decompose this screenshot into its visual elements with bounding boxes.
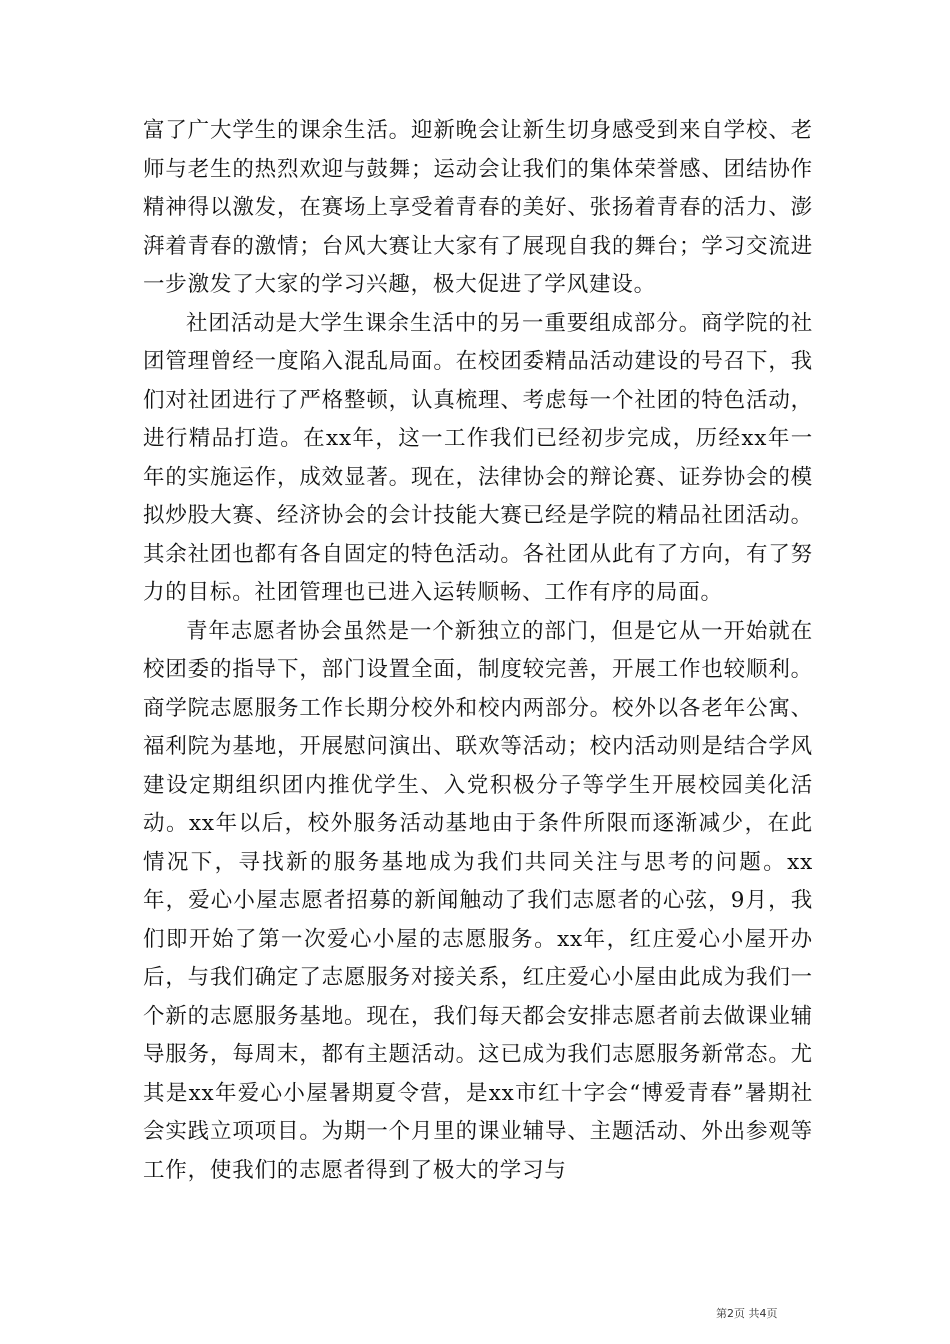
paragraph-3: 青年志愿者协会虽然是一个新独立的部门，但是它从一开始就在校团委的指导下，部门设置全面，制度较完善，开展工作也较顺利。商学院志愿服务工作长期分校外和校内两部分。校外以各老年公寓、福利院为基地，开展慰问演出、联欢等活动；校内活动则是结合学风建设定期组织团内推优学生、入党积极分子等学生开展校园美化活动。xx年以后，校外服务活动基地由于条件所限而逐渐减少，在此情况下，寻找新的服务基地成为我们共同关注与思考的问题。xx年，爱心小屋志愿者招募的新闻触动了我们志愿者的心弦，9月，我们即开始了第一次爱心小屋的志愿服务。xx年，红庄爱心小屋开办后，与我们确定了志愿服务对接关系，红庄爱心小屋由此成为我们一个新的志愿服务基地。现在，我们每天都会安排志愿者前去做课业辅导服务，每周末，都有主题活动。这已成为我们志愿服务新常态。尤其是xx年爱心小屋暑期夏令营，是xx市红十字会“博爱青春”暑期社会实践立项项目。为期一个月里的课业辅导、主题活动、外出参观等工作，使我们的志愿者得到了极大的学习与 bbox=[143, 618, 813, 1183]
document-body bbox=[143, 112, 813, 1190]
paragraph-2: 社团活动是大学生课余生活中的另一重要组成部分。商学院的社团管理曾经一度陷入混乱局面。在校团委精品活动建设的号召下，我们对社团进行了严格整顿，认真梳理、考虑每一个社团的特色活动，进行精品打造。在xx年，这一工作我们已经初步完成，历经xx年一年的实施运作，成效显著。现在，法律协会的辩论赛、证券协会的模拟炒股大赛、经济协会的会计技能大赛已经是学院的精品社团活动。其余社团也都有各自固定的特色活动。各社团从此有了方向，有了努力的目标。社团管理也已进入运转顺畅、工作有序的局面。 bbox=[143, 310, 813, 605]
paragraph-1: 富了广大学生的课余生活。迎新晚会让新生切身感受到来自学校、老师与老生的热烈欢迎与鼓舞；运动会让我们的集体荣誉感、团结协作精神得以激发，在赛场上享受着青春的美好、张扬着青春的活力、澎湃着青春的激情；台风大赛让大家有了展现自我的舞台；学习交流进一步激发了大家的学习兴趣，极大促进了学风建设。 bbox=[143, 118, 813, 297]
page-number-footer: 第2页 共4页 bbox=[716, 1307, 778, 1320]
